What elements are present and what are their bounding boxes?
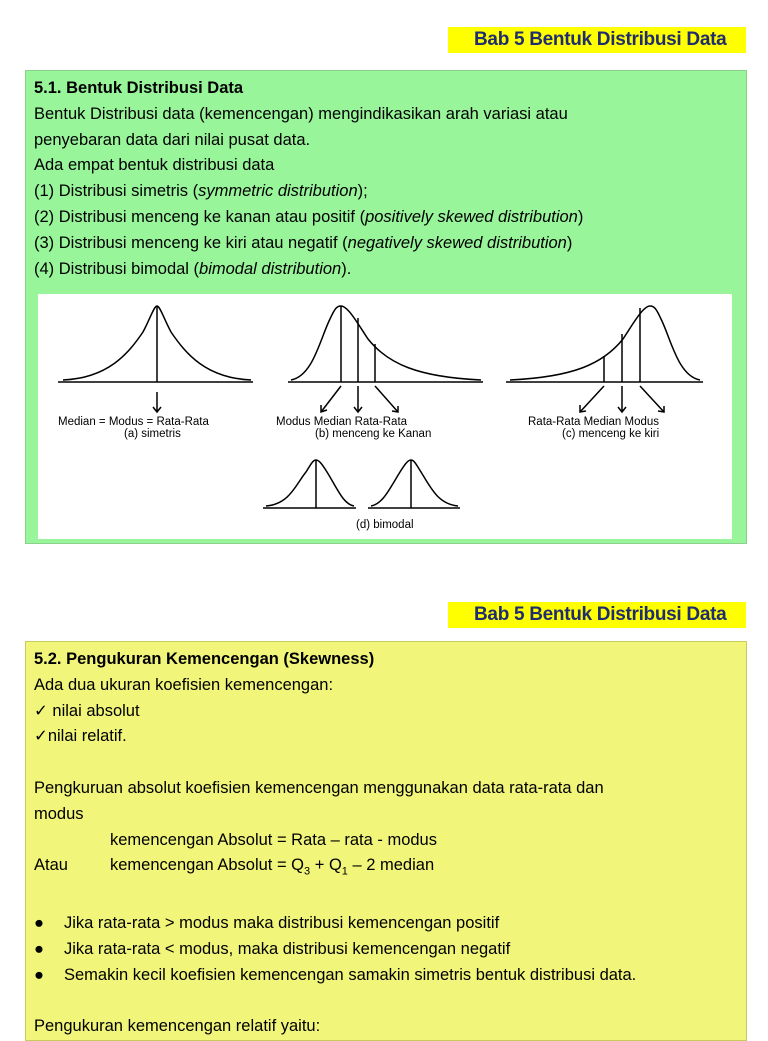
list-item: (2) Distribusi menceng ke kanan atau positif (positively skewed distribution)	[34, 207, 584, 226]
bullet-icon: ●	[34, 940, 44, 959]
section-heading: 5.2. Pengukuran Kemencengan (Skewness)	[34, 650, 375, 668]
paragraph-line: Ada empat bentuk distribusi data	[34, 156, 275, 175]
caption-b: (b) menceng ke Kanan	[315, 428, 432, 440]
bullet-item: ● Semakin kecil koefisien kemencengan samakin simetris bentuk distribusi data.	[34, 963, 738, 989]
formula-line: kemencengan Absolut = Rata – rata - modus	[110, 830, 437, 849]
blank-line	[34, 989, 738, 1015]
label-c: Rata-Rata Median Modus	[528, 416, 660, 428]
distribution-diagram	[38, 294, 732, 539]
arrow-b-modus	[321, 386, 341, 412]
paragraph-line: Bentuk Distribusi data (kemencengan) mengindikasikan arah variasi atau	[34, 104, 568, 123]
bullet-item: ● Jika rata-rata < modus, maka distribusi kemencengan negatif	[34, 937, 738, 963]
caption-a: (a) simetris	[124, 428, 181, 440]
chapter-header: Bab 5 Bentuk Distribusi Data	[448, 27, 746, 53]
list-item: (4) Distribusi bimodal (bimodal distribution).	[34, 259, 352, 278]
list-item: (1) Distribusi simetris (symmetric distribution);	[34, 182, 368, 201]
formula-line: Atau kemencengan Absolut = $Q_3 + Q_1 - 2$ median	[34, 856, 435, 878]
checklist-item: ✓ nilai absolut	[34, 701, 140, 720]
blank-line	[34, 885, 738, 911]
caption-d: (d) bimodal	[356, 519, 414, 531]
arrow-c-modus	[640, 386, 664, 412]
paragraph-line: Pengukuran kemencengan relatif yaitu:	[34, 1017, 321, 1036]
paragraph-line: penyebaran data dari nilai pusat data.	[34, 130, 311, 149]
distribution-figure	[38, 294, 732, 539]
arrow-c-median	[618, 386, 626, 412]
paragraph-line: modus	[34, 804, 84, 823]
label-a: Median = Modus = Rata-Rata	[58, 416, 209, 428]
caption-c: (c) menceng ke kiri	[562, 428, 660, 440]
section-5-1-text	[34, 76, 738, 282]
chapter-header: Bab 5 Bentuk Distribusi Data	[448, 602, 746, 628]
label-b: Modus Median Rata-Rata	[276, 416, 408, 428]
arrow-b-mean	[375, 386, 398, 412]
section-5-1-box	[25, 70, 747, 544]
bullet-icon: ●	[34, 965, 44, 984]
bullet-icon: ●	[34, 914, 44, 933]
arrow-b-median	[354, 386, 362, 412]
arrow-a	[153, 392, 161, 412]
checklist-item: ✓nilai relatif.	[34, 727, 127, 746]
curve-d1	[266, 460, 354, 506]
paragraph-line: Pengkuruan absolut koefisien kemencengan menggunakan data rata-rata dan	[34, 778, 604, 797]
bullet-item: ● Jika rata-rata > modus maka distribusi kemencengan positif	[34, 911, 738, 937]
list-item: (3) Distribusi menceng ke kiri atau negatif (negatively skewed distribution)	[34, 233, 573, 252]
section-heading: 5.1. Bentuk Distribusi Data	[34, 79, 244, 97]
section-5-2-text	[34, 647, 738, 1040]
curve-d2	[371, 460, 458, 506]
paragraph-line: Ada dua ukuran koefisien kemencengan:	[34, 675, 334, 694]
blank-line	[34, 750, 738, 776]
curve-b	[291, 306, 481, 380]
section-5-2-box	[25, 641, 747, 1041]
curve-c	[510, 306, 700, 380]
arrow-c-mean	[580, 386, 604, 412]
